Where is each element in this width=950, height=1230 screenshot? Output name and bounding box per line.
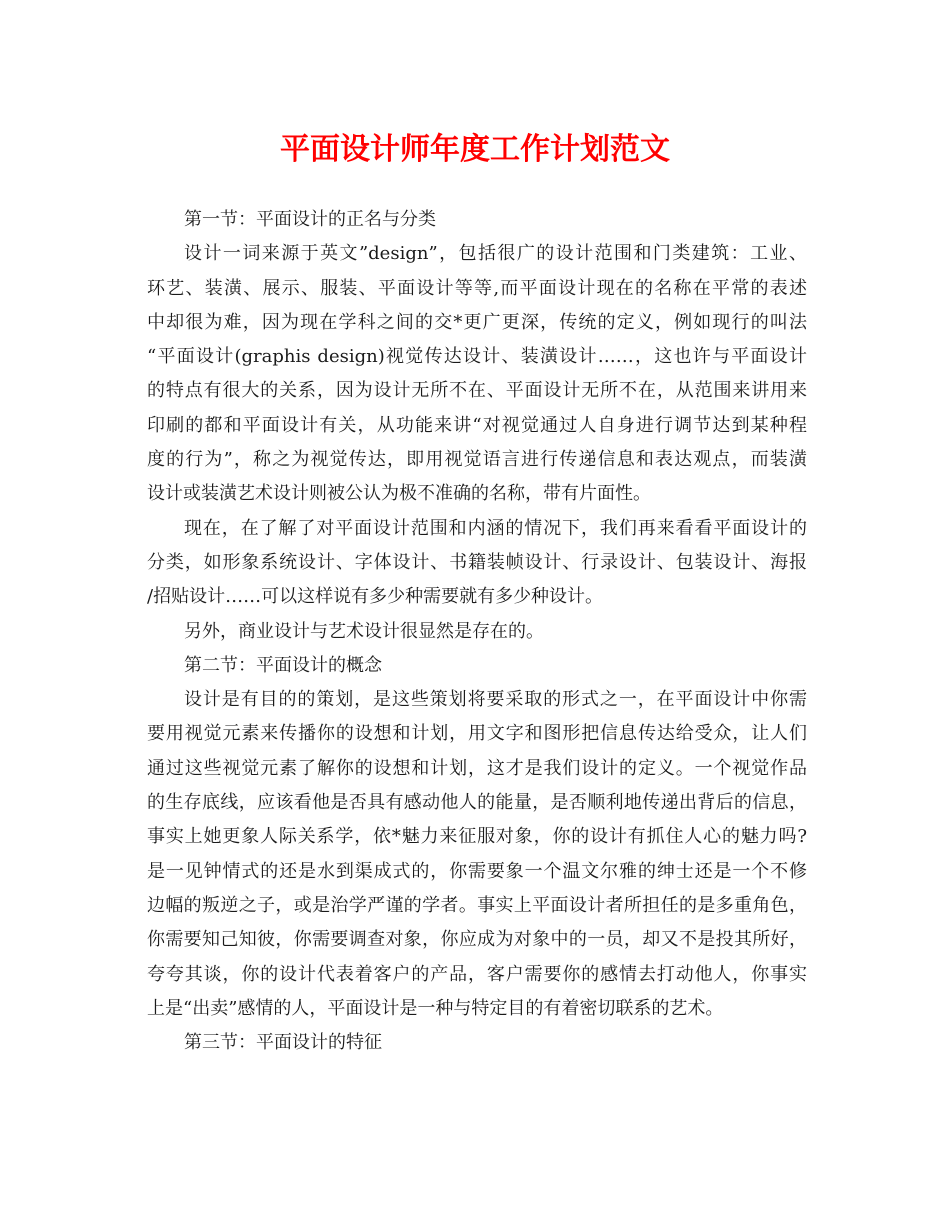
paragraph-line: 要用视觉元素来传播你的设想和计划，用文字和图形把信息传达给受众，让人们 [147,723,807,745]
paragraph-line: 事实上她更象人际关系学，依*魅力来征服对象，你的设计有抓住人心的魅力吗? [147,826,807,848]
paragraph-line: 你需要知己知彼，你需要调查对象，你应成为对象中的一员，却又不是投其所好， [147,929,807,951]
paragraph-line: /招贴设计……可以这样说有多少种需要就有多少种设计。 [147,586,604,608]
paragraph-line: 现在，在了解了对平面设计范围和内涵的情况下，我们再来看看平面设计的 [184,517,807,539]
paragraph-line: 分类，如形象系统设计、字体设计、书籍装帧设计、行录设计、包装设计、海报 [147,551,807,573]
document-body [147,203,807,1060]
paragraph-line: 印刷的都和平面设计有关，从功能来讲“对视觉通过人自身进行调节达到某种程 [147,414,807,436]
paragraph-line: 设计一词来源于英文”design”，包括很广的设计范围和门类建筑：工业、 [184,243,807,265]
document-title: 平面设计师年度工作计划范文 [280,132,670,167]
paragraph-line: 上是“出卖”感情的人，平面设计是一种与特定目的有着密切联系的艺术。 [147,997,724,1019]
paragraph-line: 另外，商业设计与艺术设计很显然是存在的。 [184,620,544,642]
paragraph-line: 的生存底线，应该看他是否具有感动他人的能量，是否顺利地传递出背后的信息， [147,792,807,814]
paragraph-line: 通过这些视觉元素了解你的设想和计划，这才是我们设计的定义。一个视觉作品 [147,757,807,779]
paragraph-line: 环艺、装潢、展示、服装、平面设计等等,而平面设计现在的名称在平常的表述 [147,277,807,299]
paragraph-line: 设计或装潢艺术设计则被公认为极不准确的名称，带有片面性。 [147,483,651,505]
paragraph-line: 中却很为难，因为现在学科之间的交*更广更深，传统的定义，例如现行的叫法 [147,311,807,333]
paragraph-line: 度的行为”，称之为视觉传达，即用视觉语言进行传递信息和表达观点，而装潢 [147,449,807,471]
paragraph-line: 是一见钟情式的还是水到渠成式的，你需要象一个温文尔雅的绅士还是一个不修 [147,860,807,882]
section-heading-1: 第一节：平面设计的正名与分类 [184,209,436,230]
paragraph-line: “平面设计(graphis design)视觉传达设计、装潢设计……，这也许与平面设计 [147,346,807,368]
section-heading-3: 第三节：平面设计的特征 [184,1032,382,1054]
section-heading-2: 第二节：平面设计的概念 [184,654,382,676]
paragraph-line: 设计是有目的的策划，是这些策划将要采取的形式之一，在平面设计中你需 [184,689,807,711]
paragraph-line: 的特点有很大的关系，因为设计无所不在、平面设计无所不在，从范围来讲用来 [147,380,807,402]
paragraph-line: 夸夸其谈，你的设计代表着客户的产品，客户需要你的感情去打动他人，你事实 [147,963,807,985]
paragraph-line: 边幅的叛逆之子，或是治学严谨的学者。事实上平面设计者所担任的是多重角色， [147,894,807,916]
